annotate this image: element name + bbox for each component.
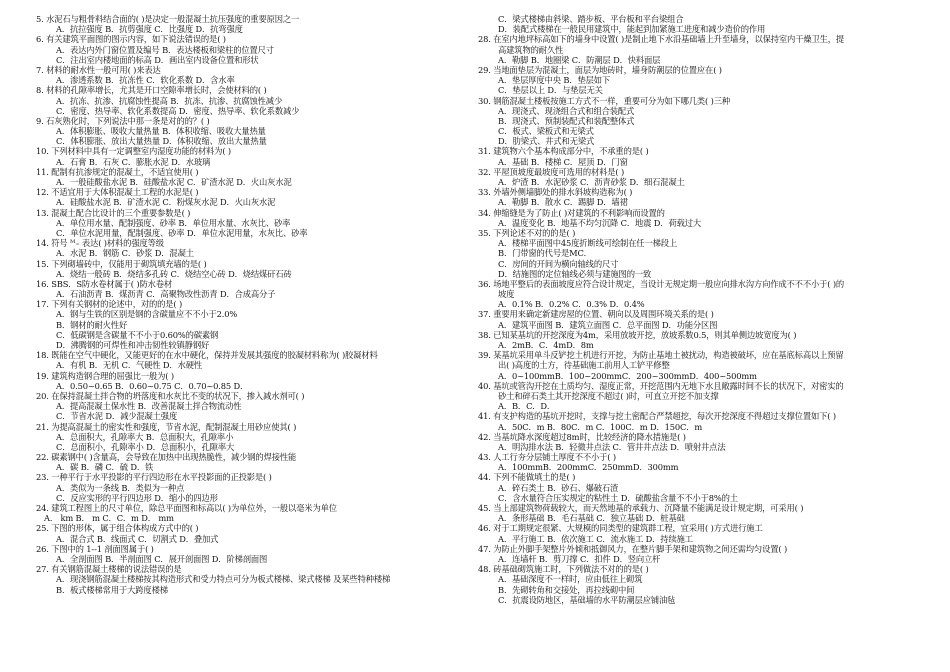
- question-line: 41. 有支护构造的基坑开挖时，支撑与挖土密配合严禁超挖，每次开挖深度不得超过支撑位置如下( ): [478, 411, 836, 422]
- question-line: 46. 对于工期规定很紧、大规模的同类型的建筑群工程，宜采用( )方式进行施工: [478, 523, 763, 534]
- option-line: B．门带窗的代号是MC．: [498, 248, 592, 259]
- option-line: A．0~100mmB．100~200mmC．200~300mmD．400~500mm: [498, 370, 757, 381]
- question-line: 11. 配制有抗渗规定的混凝土，不适宜使用( ): [36, 166, 199, 177]
- option-line: A．单位用水量、配制强度、砂率 B．单位用水量、水灰比、砂率: [56, 217, 291, 228]
- option-line: C．总面积小，孔隙率小 D．总面积小，孔隙率大: [56, 441, 235, 452]
- option-line: A．50C．m B．80C．m C．100C．m D．150C．m: [498, 421, 703, 432]
- question-line: 15. 下列砌墙砖中，仅能用于砌筑填充墙的是( ): [36, 258, 207, 269]
- option-line: A．抗冻、抗渗、抗腐蚀性提高 B．抗冻、抗渗、抗腐蚀性减少: [56, 95, 283, 106]
- option-line: A．有机 B．无机 C．气硬性 D．水硬性: [56, 360, 203, 371]
- option-line: A．2mB．C．4mD．8m: [498, 340, 594, 350]
- option-line: A．条形基础 B．毛石基础 C．独立基础 D．桩基础: [498, 513, 685, 524]
- question-line: 38. 已知某基坑的开挖深度为4m，采用放坡开挖，放坡系数0.5，则其单侧边坡宽度为( ): [478, 329, 797, 340]
- right-column: [478, 14, 918, 605]
- option-line: A．石膏 B．石灰 C．膨胀水泥 D．水玻璃: [56, 156, 211, 167]
- option-line: A．B．C．D．: [498, 401, 556, 412]
- option-line: A．钢与生铁的区别是钢的含碳量应不不小于2.0%: [56, 309, 238, 320]
- option-line: B．先砌转角和交接处，再拉线砌中间: [498, 584, 635, 595]
- option-line: A．连墙杆 B．剪刀撑 C．扣件 D．竖向立杆: [498, 553, 661, 564]
- question-line: 8. 材料的孔隙率增长，尤其是开口空隙率增长时，会使材料的( ): [36, 85, 267, 96]
- left-column: [36, 14, 488, 595]
- option-line: 砂土和碎石类土其开挖深度不超过( )时，可直立开挖不加支撑: [498, 390, 719, 401]
- option-line: C．反应实形的平行四边形 D．缩小的四边形: [56, 492, 218, 503]
- option-line: A．炉渣 B．水泥砂浆 C．沥青砂浆 D．细石混凝土: [498, 177, 685, 187]
- question-line: 37. 重要用来确定新建房屋的位置、朝向以及周围环境关系的是( ): [478, 309, 714, 320]
- question-line: 44. 下列不能做填土的是( ): [478, 472, 576, 483]
- question-line: 23. 一种平行于水平投影的平行四边形在水平投影面的正投影是( ): [36, 472, 272, 483]
- question-line: 30. 钢筋混凝土楼板按施工方式不一样，重要可分为如下哪几类( )三种: [478, 95, 731, 106]
- question-line: 40. 基坑或管沟开挖在土质均匀、湿度正常，开挖范围内无地下水且敞露时间不长的状况下，对密实的: [478, 380, 844, 391]
- question-line: 24. 建筑工程图上的尺寸单位，除总平面图和标高以( )为单位外，一般以毫米为单位: [36, 503, 337, 513]
- option-line: B．板式楼梯常用于大跨度楼梯: [56, 584, 168, 595]
- question-line: 6. 有关建筑平面图的图示内容，如下说法错误的是( ): [36, 34, 226, 45]
- option-line: A．100mmB．200mmC．250mmD．300mm: [498, 462, 679, 473]
- option-line: A．混合式 B．线面式 C．切割式 D．叠加式: [56, 533, 219, 544]
- option-line: A．体积膨胀、吸收大量热量 B．体积收缩、吸收大量热量: [56, 126, 266, 137]
- option-line: A．石油沥青 B．煤沥青 C．高聚物改性沥青 D．合成高分子: [56, 289, 276, 300]
- question-line: 9. 石灰熟化时，下列说法中那一条是对的的？( ): [36, 115, 210, 126]
- question-line: 45. 当上部建筑物荷载较大，而天然地基的承载力、沉降量不能满足设计规定期，可采用( ): [478, 503, 804, 513]
- question-line: 14. 符号 ᴹ₌ 表达( )材料的强度等级: [36, 238, 164, 249]
- option-line: A．碎石类土 B．砂石、爆破石渣: [498, 482, 619, 493]
- question-line: 16. SBS．S防水卷材属于( )防水卷材: [36, 278, 173, 289]
- question-line: 27. 有关钢筋混凝土楼梯的说法错误的是: [36, 564, 182, 575]
- question-line: 43. 人工行夯分层铺土厚度不不小于( ): [478, 452, 616, 463]
- option-line: A．现浇钢筋混凝土楼梯按其构造形式和受力特点可分为板式楼梯、梁式楼梯 及某些特种楼梯: [56, 574, 391, 585]
- option-line: C．抗震设防地区，基础墙的水平防潮层应铺油毡: [498, 594, 676, 605]
- option-line: 坡度: [498, 289, 515, 300]
- option-line: A．碳 B．磷 C．硫 D．铁: [56, 462, 154, 473]
- question-line: 20. 在保持混凝土拌合物的坍落度和水灰比不变的状况下，掺入减水剂可( ): [36, 390, 305, 401]
- option-line: C．板式、梁板式和无梁式: [498, 126, 594, 137]
- option-line: A．明沟排水法 B．轻微井点法 C．管井井点法 D．喷射井点法: [498, 441, 726, 452]
- question-line: 26. 下图中的 1--1 剖面图属于( ): [36, 543, 154, 554]
- question-line: 29. 当地面垫层为混凝土，面层为地砖时，墙身防潮层的位置应在( ): [478, 64, 722, 75]
- option-line: A．表达内外门窗位置及编号 B．表达楼板和梁柱的位置尺寸: [56, 44, 274, 55]
- option-line: C．梁式楼梯由斜梁、踏步板、平台板和平台梁组合: [498, 14, 684, 24]
- option-line: A．提高混凝土保水性 B．改善混凝土拌合物流动性: [56, 401, 242, 412]
- question-line: 7. 材料的耐水性一般可用( )来表达: [36, 64, 161, 75]
- question-line: 32. 平屋顶坡度最坡度可选用的材料是( ): [478, 166, 625, 177]
- option-line: C．注出室内楼地面的标高 D．画出室内设备位置和形状: [56, 54, 259, 65]
- question-line: 10. 下列材料中具有一定调整室内湿度功能的材料为( ): [36, 146, 231, 157]
- option-line: A．硅酸盐水泥 B．矿渣水泥 C．粉煤灰水泥 D．火山灰水泥: [56, 197, 276, 208]
- question-line: 39. 某基坑采用单斗反铲挖土机进行开挖，为防止基地土被扰动，构造被破坏，应在基底标高以上预留: [478, 350, 844, 361]
- option-line: A．抗拉强度 B．抗剪强度 C．比强度 D．抗弯强度: [56, 24, 243, 35]
- option-line: A．基础深度不一样时，应由低往上砌筑: [498, 574, 643, 585]
- question-line: 42. 当基坑降水深度超过8m时，比较经济的降水措施是( ): [478, 431, 686, 442]
- option-line: C．房间的开间为横向轴线的尺寸: [498, 258, 619, 269]
- question-line: 48. 砖基础砌筑施工时，下列做法不对的的是( ): [478, 564, 649, 575]
- question-line: 5. 水泥石与粗骨料结合面的( )是决定一般混凝土抗压强度的重要原因之一: [36, 14, 300, 24]
- option-line: D．结施图的定位轴线必须与建施图的一致: [498, 268, 652, 279]
- question-line: 13. 混凝土配合比设计的三个重要参数是( ): [36, 207, 191, 218]
- option-line: A．楼梯平面图中45度折断线可绘制在任一梯段上: [498, 238, 678, 249]
- option-line: B．现浇式、预制装配式和装配整体式: [498, 115, 635, 126]
- option-line: A． km B． m C．C．m D． mm: [44, 513, 174, 524]
- question-line: 19. 建筑构造钢合理的屈强比一般为( ): [36, 370, 174, 381]
- option-line: A．全剖面图 B．半剖面图 C．展开剖面图 D．阶梯剖面图: [56, 553, 268, 564]
- option-line: A．一般硅酸盐水泥 B．硅酸盐水泥 C．矿渣水泥 D．火山灰水泥: [56, 177, 292, 187]
- question-line: 18. 既能在空气中硬化，又能更好的在水中硬化，保持并发展其强度的胶凝材料称为( )胶凝材料: [36, 350, 378, 361]
- option-line: D．沸腾钢的可焊性和冲击韧性较镇静钢好: [56, 340, 210, 350]
- option-line: A．水泥 B．钢筋 C．砂浆 D．混凝土: [56, 248, 194, 259]
- option-line: A．现浇式、现浇组合式和组合装配式: [498, 105, 635, 116]
- option-line: A．0.50~0.65 B．0.60~0.75 C．0.70~0.85 D．: [56, 380, 249, 391]
- option-line: A．垫层厚度中央 B．垫层如下: [498, 75, 611, 86]
- option-line: A．勒脚 B．散水 C．踢脚 D．墙裙: [498, 197, 628, 208]
- option-line: A．温度变化 B．地基不均匀沉降 C．地震 D．荷载过大: [498, 217, 702, 228]
- option-line: C．节省水泥 D．减少混凝土强度: [56, 411, 178, 422]
- question-line: 47. 为防止外脚手架整片外倾和抵御风力，在整片脚手架和建筑物之间还需均匀设置( ): [478, 543, 788, 554]
- question-line: 22. 碳素钢中( )含量高，会导致在加热中出现热脆性，减少钢的焊接性能: [36, 452, 297, 463]
- question-line: 33. 外墙外侧墙脚处的排水斜坡构造称为( ): [478, 187, 633, 198]
- option-line: A．类似为一条线 B．类似为一种点: [56, 482, 185, 493]
- option-line: D．装配式楼梯在一般民用建筑中，能起到加紧施工进度和减少造价的作用: [498, 24, 766, 35]
- question-line: 12. 不适宜用于大体积混凝土工程的水泥是( ): [36, 187, 199, 198]
- option-line: C．单位水泥用量，配制强度、砂率 D．单位水泥用量，水灰比、砂率: [56, 227, 308, 238]
- question-line: 21. 为提高混凝土的密实性和强度，节省水泥，配制混凝土用砂应使其( ): [36, 421, 297, 432]
- option-line: A．勒脚 B．地圈梁 C．防潮层 D．快料面层: [498, 54, 661, 65]
- option-line: 高建筑物的耐久性: [498, 44, 564, 55]
- question-line: 31. 建筑物六个基本构成部分中，不承重的是( ): [478, 146, 649, 157]
- option-line: A．渗透系数 B．抗冻性 C．软化系数 D．含水率: [56, 75, 235, 86]
- question-line: 28. 在室内地坪标高如下的墙身中设置( )是制止地下水沿基础墙上升至墙身，以保持室内干燥卫生，提: [478, 34, 845, 45]
- option-line: D．肋梁式、井式和无梁式: [498, 136, 595, 147]
- option-line: C．体积膨胀、放出大量热量 D．体积收缩、放出大量热量: [56, 136, 267, 147]
- question-line: 34. 伸缩缝是为了防止( )对建筑的不利影响而设置的: [478, 207, 665, 218]
- question-line: 36. 场地平整后的表面坡度应符合设计规定，当设计无规定期一般应向排水沟方向作成不不不小于( )的: [478, 278, 845, 289]
- option-line: A．烧结一般砖 B．烧结多孔砖 C．烧结空心砖 D．烧结煤矸石砖: [56, 268, 292, 279]
- option-line: C．密度、热导率、软化系数提高 D．密度、热导率、软化系数减少: [56, 105, 300, 116]
- option-line: 出( )高度的土方，待基础施工前用人工铲平修整: [498, 360, 670, 371]
- question-line: 17. 下列有关钢材的论述中，对的的是( ): [36, 299, 183, 310]
- option-line: A．总面积大，孔隙率大 B．总面积大，孔隙率小: [56, 431, 234, 442]
- option-line: A．0.1% B．0.2% C．0.3% D．0.4%: [498, 299, 645, 310]
- option-line: B．钢材的耐火性好: [56, 319, 128, 330]
- option-line: C．低碳钢是含碳量不不小于0.60%的碳素钢: [56, 329, 219, 340]
- option-line: A．平行施工 B．依次施工 C．流水施工 D．持续施工: [498, 533, 693, 544]
- option-line: C．垫层以上 D．与垫层无关: [498, 85, 603, 96]
- option-line: A．建筑平面图 B．建筑立面图 C．总平面图 D．功能分区图: [498, 319, 718, 330]
- question-line: 25. 下图的形体，属于组合体构成方式中的( ): [36, 523, 199, 534]
- question-line: 35. 下列论述不对的的是( ): [478, 227, 576, 238]
- option-line: A．基础 B．楼梯 C．屋顶 D．门窗: [498, 156, 628, 167]
- option-line: C．含水量符合压实规定的粘性土 D．硫酸盐含量不不小于8%的土: [498, 492, 738, 503]
